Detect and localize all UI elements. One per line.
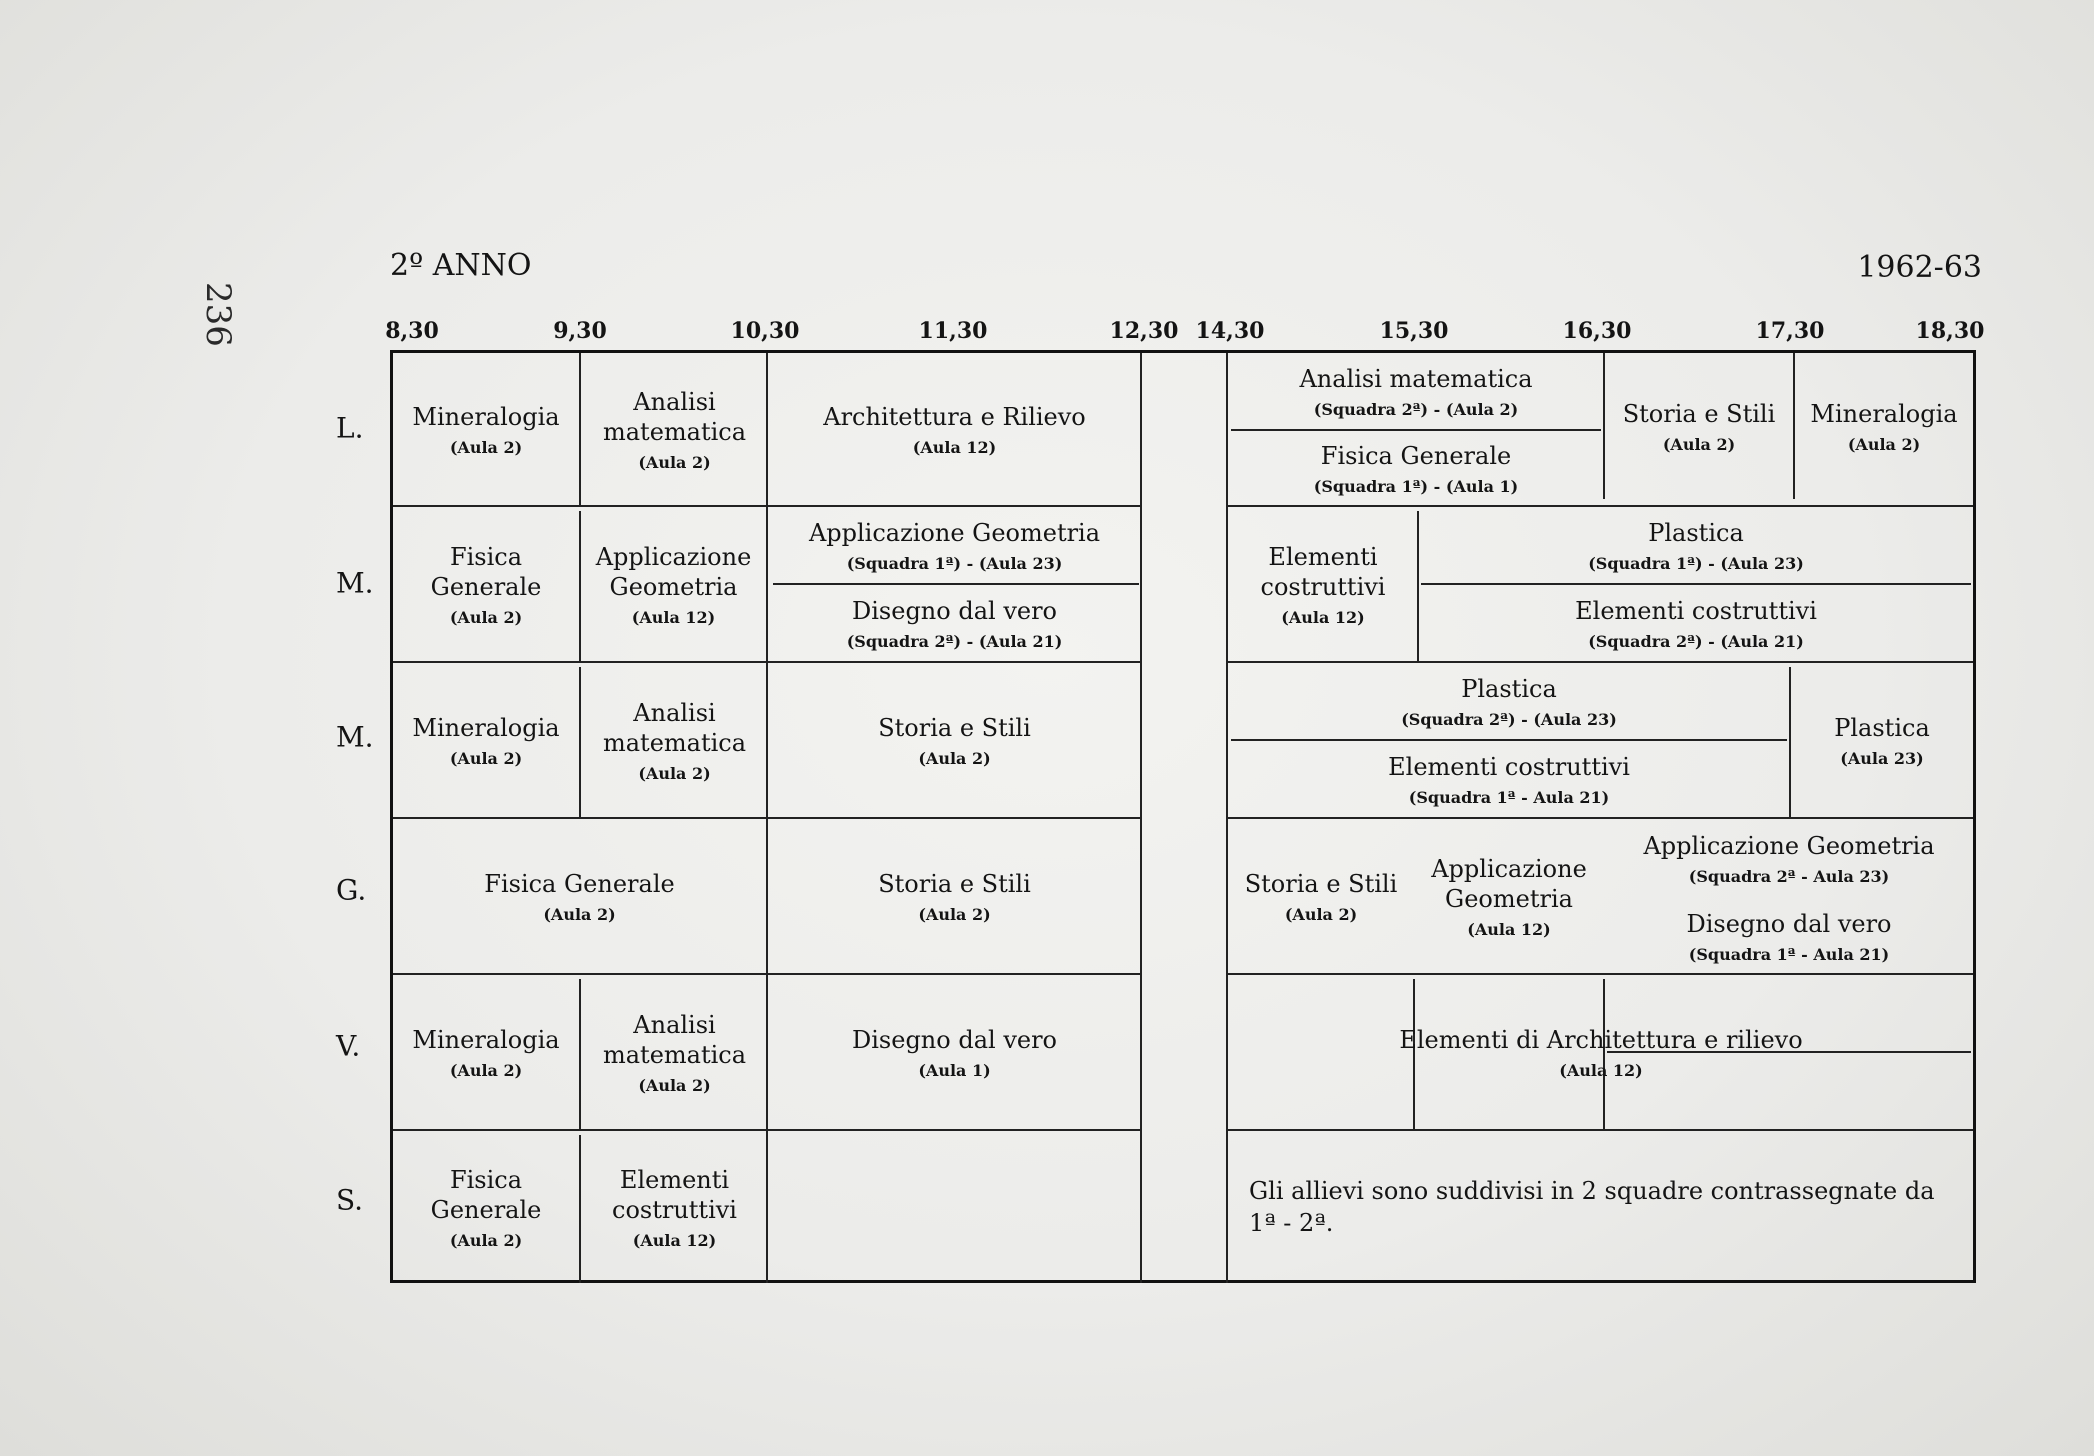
subject-title: Applicazione Geometria bbox=[595, 542, 752, 601]
cell-saturday-elementi bbox=[583, 1131, 766, 1283]
subject-title: Mineralogia bbox=[412, 1025, 560, 1054]
subject-title: Elementi costruttivi bbox=[612, 1165, 737, 1224]
cell-tuesday-applicazione bbox=[581, 507, 766, 661]
cell-thursday-applicazione-squadra2 bbox=[1605, 819, 1973, 897]
subject-title: Analisi matematica bbox=[1299, 364, 1533, 393]
cell-saturday-fisica bbox=[393, 1131, 579, 1283]
subject-title: Storia e Stili bbox=[1244, 869, 1398, 898]
room-label: (Aula 2) bbox=[449, 748, 523, 768]
subject-title: Fisica Generale bbox=[430, 1165, 542, 1224]
room-label: (Aula 2) bbox=[918, 904, 991, 924]
room-label: (Squadra 1ª) - (Aula 23) bbox=[1588, 553, 1804, 573]
cell-friday-disegno bbox=[769, 975, 1140, 1129]
room-label: (Squadra 2ª) - (Aula 2) bbox=[1313, 399, 1519, 419]
time-label: 16,30 bbox=[1562, 318, 1632, 344]
room-label: (Squadra 1ª) - (Aula 23) bbox=[846, 553, 1063, 573]
time-label: 15,30 bbox=[1379, 318, 1449, 344]
day-label-thursday: G. bbox=[336, 873, 367, 907]
room-label: (Aula 2) bbox=[449, 1060, 523, 1080]
room-label: (Aula 12) bbox=[1281, 607, 1365, 627]
cell-thursday-storia bbox=[769, 819, 1140, 973]
room-label: (Squadra 2ª) - (Aula 23) bbox=[1401, 709, 1617, 729]
cell-wednesday-plastica-squadra2 bbox=[1229, 663, 1789, 739]
subject-title: Plastica bbox=[1834, 713, 1930, 742]
cell-tuesday-plastica-squadra1 bbox=[1419, 507, 1973, 583]
cell-tuesday-elementi bbox=[1229, 507, 1417, 661]
subject-title: Elementi costruttivi bbox=[1260, 542, 1386, 601]
room-label: (Aula 2) bbox=[638, 1075, 711, 1095]
subject-title: Mineralogia bbox=[1810, 399, 1958, 428]
grid-line bbox=[579, 667, 581, 817]
subject-title: Storia e Stili bbox=[878, 713, 1031, 742]
subject-title: Analisi matematica bbox=[602, 698, 747, 757]
timetable-grid bbox=[390, 350, 1976, 1283]
subject-title: Disegno dal vero bbox=[1686, 909, 1892, 938]
subject-title: Storia e Stili bbox=[878, 869, 1031, 898]
day-label-wednesday: M. bbox=[336, 720, 374, 754]
room-label: (Aula 2) bbox=[638, 452, 711, 472]
cell-thursday-storia-pm bbox=[1229, 819, 1413, 973]
time-label: 11,30 bbox=[918, 318, 988, 344]
room-label: (Aula 1) bbox=[918, 1060, 991, 1080]
cell-wednesday-plastica bbox=[1791, 663, 1973, 817]
subject-title: Disegno dal vero bbox=[852, 596, 1057, 625]
subject-title: Applicazione Geometria bbox=[1643, 831, 1935, 860]
room-label: (Aula 2) bbox=[449, 437, 523, 457]
subject-title: Architettura e Rilievo bbox=[823, 402, 1086, 431]
subject-title: Mineralogia bbox=[412, 402, 560, 431]
cell-tuesday-elementi-squadra2 bbox=[1419, 585, 1973, 661]
room-label: (Squadra 2ª) - (Aula 21) bbox=[846, 631, 1063, 651]
subject-title: Applicazione Geometria bbox=[1431, 854, 1587, 913]
room-label: (Aula 2) bbox=[918, 748, 991, 768]
grid-line bbox=[579, 1135, 581, 1283]
time-label: 18,30 bbox=[1915, 318, 1985, 344]
day-label-tuesday: M. bbox=[336, 566, 374, 600]
year-label: 2º ANNO bbox=[390, 248, 532, 283]
cell-tuesday-applicazione-squadra1 bbox=[769, 507, 1140, 583]
cell-thursday-fisica bbox=[393, 819, 766, 973]
room-label: (Aula 12) bbox=[631, 607, 716, 627]
cell-monday-fisica-squadra1 bbox=[1229, 431, 1603, 505]
day-label-saturday: S. bbox=[336, 1183, 364, 1217]
subject-title: Analisi matematica bbox=[602, 1010, 747, 1069]
room-label: (Aula 12) bbox=[632, 1230, 717, 1250]
subject-title: Fisica Generale bbox=[1320, 441, 1512, 470]
room-label: (Aula 12) bbox=[912, 437, 997, 457]
cell-monday-mineralogia-pm bbox=[1795, 353, 1973, 499]
cell-friday-mineralogia bbox=[393, 975, 579, 1129]
day-label-friday: V. bbox=[336, 1029, 361, 1063]
cell-tuesday-fisica bbox=[393, 507, 579, 661]
subject-title: Mineralogia bbox=[412, 713, 560, 742]
time-label: 8,30 bbox=[385, 318, 439, 344]
room-label: (Aula 2) bbox=[638, 763, 711, 783]
room-label: (Squadra 2ª - Aula 23) bbox=[1688, 866, 1890, 886]
day-label-monday: L. bbox=[336, 411, 364, 445]
subject-title: Plastica bbox=[1648, 518, 1744, 547]
cell-saturday-note bbox=[1249, 1131, 1955, 1283]
subject-title: Fisica Generale bbox=[430, 542, 542, 601]
grid-line bbox=[579, 979, 581, 1129]
cell-monday-architettura bbox=[769, 353, 1140, 505]
cell-friday-elementi-architettura bbox=[1229, 975, 1973, 1129]
time-label: 10,30 bbox=[730, 318, 800, 344]
subject-title: Storia e Stili bbox=[1622, 399, 1776, 428]
time-label: 9,30 bbox=[553, 318, 607, 344]
cell-wednesday-elementi-squadra1 bbox=[1229, 741, 1789, 817]
cell-wednesday-storia bbox=[769, 663, 1140, 817]
cell-thursday-disegno-squadra1 bbox=[1605, 899, 1973, 973]
subject-title: Elementi di Architettura e rilievo bbox=[1399, 1025, 1803, 1054]
room-label: (Aula 2) bbox=[1284, 904, 1358, 924]
room-label: (Aula 12) bbox=[1467, 919, 1551, 939]
academic-year: 1962-63 bbox=[1857, 250, 1982, 285]
room-label: (Squadra 1ª) - (Aula 1) bbox=[1313, 476, 1519, 496]
page-number: 236 bbox=[198, 282, 238, 347]
cell-monday-storia bbox=[1605, 353, 1793, 499]
subject-title: Elementi costruttivi bbox=[1575, 596, 1817, 625]
cell-wednesday-mineralogia bbox=[393, 663, 579, 817]
time-label: 12,30 bbox=[1109, 318, 1179, 344]
subject-title: Applicazione Geometria bbox=[808, 518, 1101, 547]
room-label: (Squadra 2ª) - (Aula 21) bbox=[1588, 631, 1804, 651]
cell-wednesday-analisi bbox=[583, 663, 766, 817]
room-label: (Aula 2) bbox=[449, 1230, 523, 1250]
cell-friday-analisi bbox=[583, 975, 766, 1129]
room-label: (Aula 23) bbox=[1840, 748, 1924, 768]
subject-title: Fisica Generale bbox=[484, 869, 675, 898]
room-label: (Aula 2) bbox=[543, 904, 616, 924]
cell-thursday-applicazione bbox=[1415, 819, 1603, 973]
room-label: (Squadra 1ª - Aula 21) bbox=[1688, 944, 1890, 964]
subject-title: Analisi matematica bbox=[602, 387, 747, 446]
subject-title: Disegno dal vero bbox=[852, 1025, 1057, 1054]
footnote: Gli allievi sono suddivisi in 2 squadre contrassegnate da 1ª - 2ª. bbox=[1249, 1176, 1935, 1237]
subject-title: Elementi costruttivi bbox=[1388, 752, 1630, 781]
cell-monday-analisi bbox=[583, 353, 766, 505]
room-label: (Aula 2) bbox=[1662, 434, 1736, 454]
room-label: (Aula 12) bbox=[1559, 1060, 1643, 1080]
subject-title: Plastica bbox=[1461, 674, 1557, 703]
room-label: (Aula 2) bbox=[1847, 434, 1921, 454]
cell-tuesday-disegno-squadra2 bbox=[769, 585, 1140, 661]
room-label: (Squadra 1ª - Aula 21) bbox=[1408, 787, 1610, 807]
time-label: 14,30 bbox=[1195, 318, 1265, 344]
cell-monday-analisi-squadra2 bbox=[1229, 353, 1603, 429]
grid-line bbox=[579, 353, 581, 505]
cell-monday-mineralogia bbox=[393, 353, 579, 505]
time-label: 17,30 bbox=[1755, 318, 1825, 344]
room-label: (Aula 2) bbox=[449, 607, 523, 627]
